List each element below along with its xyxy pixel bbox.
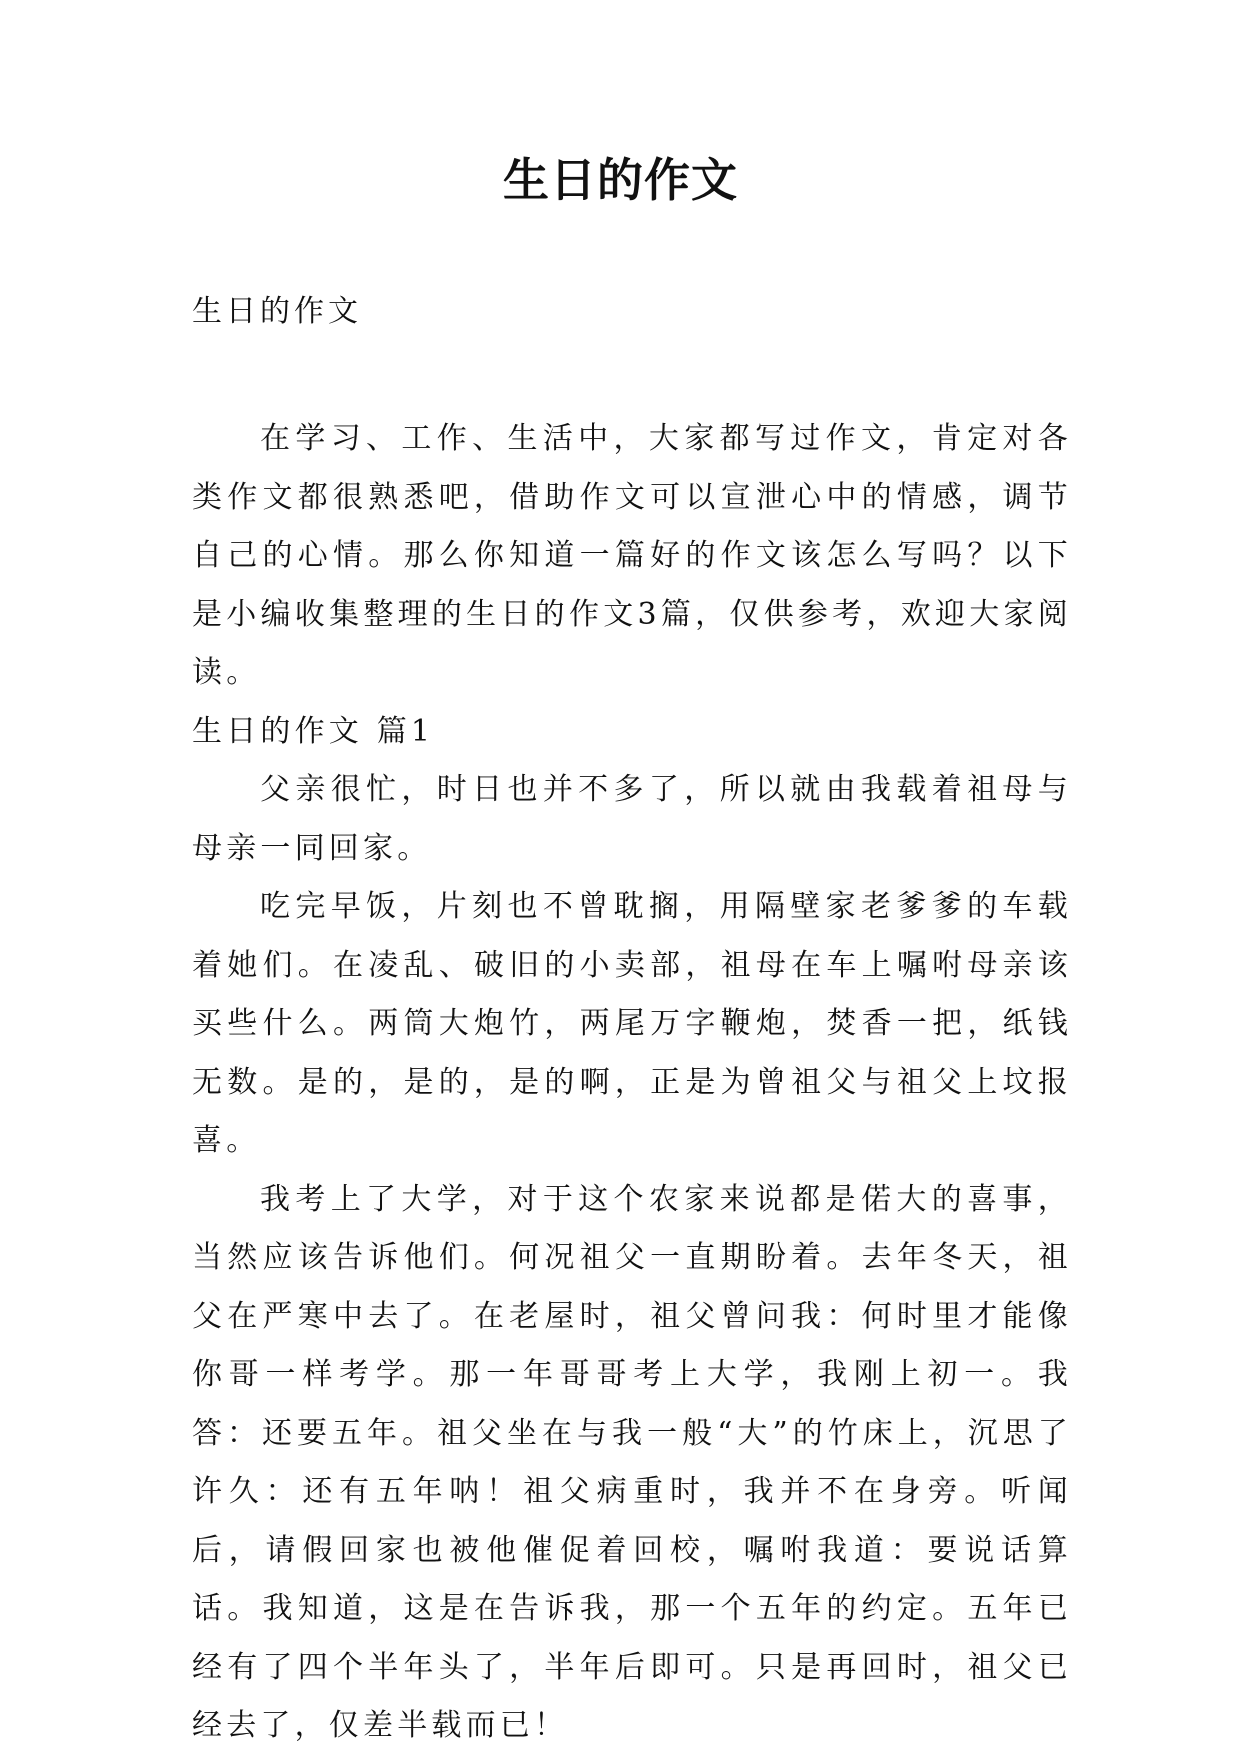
document-title: 生日的作文	[503, 153, 738, 207]
intro-paragraph: 在学习、工作、生活中，大家都写过作文，肯定对各类作文都很熟悉吧，借助作文可以宣泄心中的情感，调节自己的心情。那么你知道一篇好的作文该怎么写吗？以下是小编收集整理的生日的作文3篇，仅供参考，欢迎大家阅读。	[192, 421, 1072, 690]
body-paragraph: 父亲很忙，时日也并不多了，所以就由我载着祖母与母亲一同回家。	[192, 772, 1072, 866]
body-paragraph: 吃完早饭，片刻也不曾耽搁，用隔壁家老爹爹的车载着她们。在凌乱、破旧的小卖部，祖母在车上嘱咐母亲该买些什么。两筒大炮竹，两尾万字鞭炮，焚香一把，纸钱无数。是的，是的，是的啊，正是为曾祖父与祖父上坟报喜。	[192, 889, 1072, 1158]
document-body	[192, 410, 1072, 1756]
body-paragraph: 我考上了大学，对于这个农家来说都是偌大的喜事，当然应该告诉他们。何况祖父一直期盼着。去年冬天，祖父在严寒中去了。在老屋时，祖父曾问我：何时里才能像你哥一样考学。那一年哥哥考上大学，我刚上初一。我答：还要五年。祖父坐在与我一般“大”的竹床上，沉思了许久：还有五年呐！祖父病重时，我并不在身旁。听闻后，请假回家也被他催促着回校，嘱咐我道：要说话算话。我知道，这是在告诉我，那一个五年的约定。五年已经有了四个半年头了，半年后即可。只是再回时，祖父已经去了，仅差半载而已！	[192, 1181, 1072, 1743]
document-subtitle: 生日的作文	[192, 294, 362, 329]
section-heading: 生日的作文 篇1	[192, 713, 435, 749]
